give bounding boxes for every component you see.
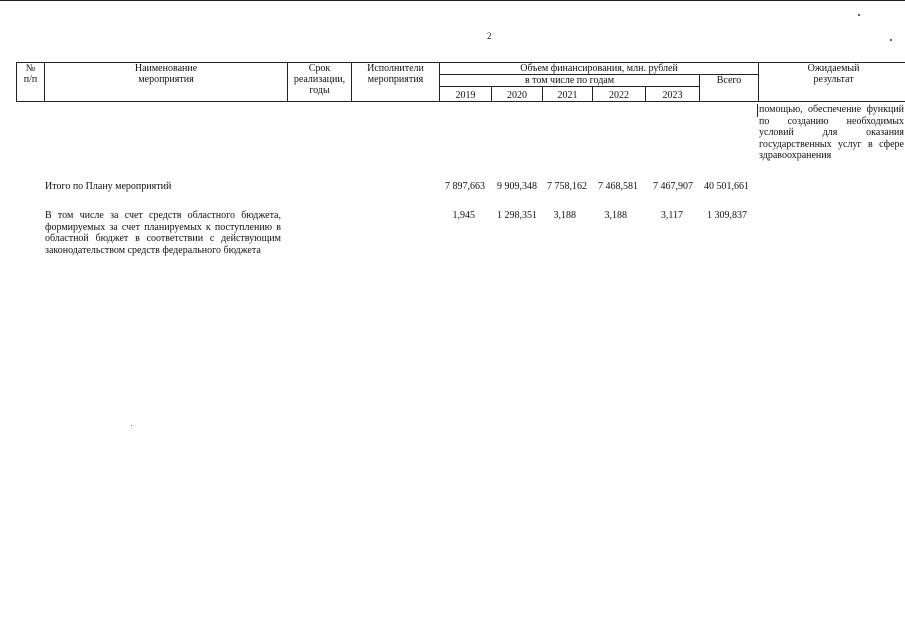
header-col-name: Наименование мероприятия <box>45 63 288 102</box>
header-col-executors: Исполнители мероприятия <box>352 63 440 102</box>
header-year: 2022 <box>593 87 646 102</box>
row-total-value-2019: 7 897,663 <box>445 181 485 192</box>
top-edge-line <box>0 0 905 1</box>
row-regional-value-2019: 1,945 <box>452 210 475 221</box>
row-total-value-2020: 9 909,348 <box>497 181 537 192</box>
page-number: 2 <box>487 31 492 41</box>
row-total-name: Итого по Плану мероприятий <box>45 181 172 192</box>
header-col-result: Ожидаемый результат <box>759 63 905 102</box>
row-regional-value-2021: 3,188 <box>553 210 576 221</box>
scan-speck <box>890 39 892 41</box>
row-regional-name: В том числе за счет средств областного бюджета, формируемых за счет планируемых к поступлению в областной бюджет в соответствии с действующим законодательством средств федерального бюджета <box>45 210 281 256</box>
scan-speck <box>131 425 132 426</box>
row-total-value-2022: 7 468,581 <box>598 181 638 192</box>
header-year: 2020 <box>492 87 543 102</box>
row-regional-value-2020: 1 298,351 <box>497 210 537 221</box>
header-year: 2023 <box>646 87 700 102</box>
header-col-number: № п/п <box>17 63 45 102</box>
scan-speck <box>858 14 860 16</box>
header-col-term: Срок реализации, годы <box>288 63 352 102</box>
header-table <box>16 62 905 102</box>
row-regional-value-2022: 3,188 <box>604 210 627 221</box>
header-by-years: в том числе по годам <box>440 75 700 87</box>
row-total-value-2021: 7 758,162 <box>547 181 587 192</box>
result-column-rule <box>757 104 758 117</box>
header-col-financing: Объем финансирования, млн. рублей <box>440 63 759 75</box>
row-regional-sum: 1 309,837 <box>707 210 747 221</box>
continued-result-text: помощью, обеспечение функций по созданию необходимых условий для оказания государственных услуг в сфере здравоохранения <box>759 104 904 161</box>
row-total-value-2023: 7 467,907 <box>653 181 693 192</box>
row-regional-value-2023: 3,117 <box>660 210 683 221</box>
header-year: 2021 <box>543 87 593 102</box>
header-year: 2019 <box>440 87 492 102</box>
header-col-total: Всего <box>700 75 759 102</box>
row-total-sum: 40 501,661 <box>704 181 749 192</box>
